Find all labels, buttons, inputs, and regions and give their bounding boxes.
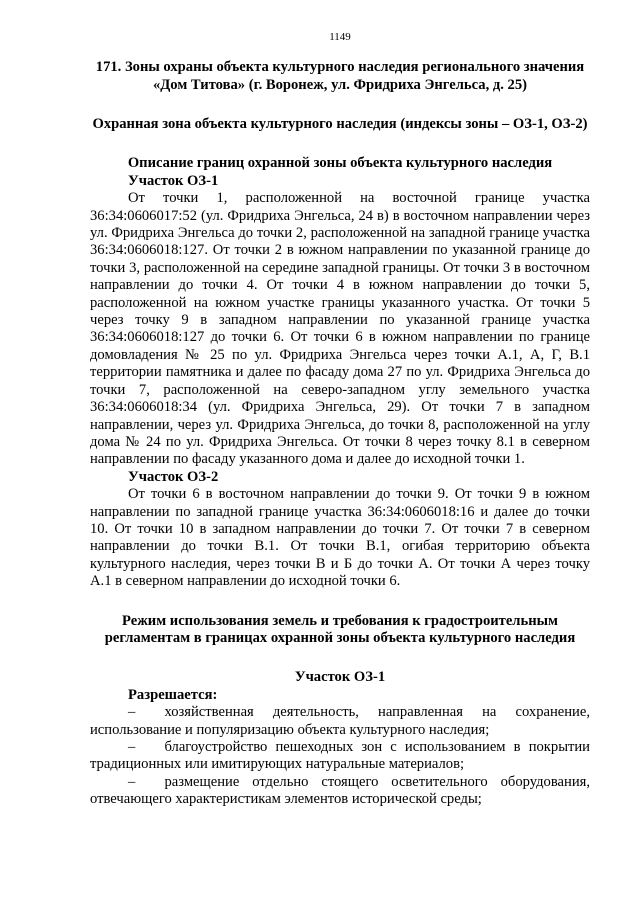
regime-plot-label: Участок ОЗ-1 (294, 669, 386, 686)
page-number: 1149 (329, 31, 351, 43)
list-item: – благоустройство пешеходных зон с использованием в покрытии традиционных или имитирующих натуральные материалов; (90, 739, 590, 773)
plot-description-oz1: От точки 1, расположенной на восточной границе участка 36:34:0606017:52 (ул. Фридриха Энгельса, 24 в) в восточном направлении через ул. Фридриха Энгельса до точки 2, расположенной на западной границе участка 36:34:0606018:127. От точки 2 в южном направлении по указанной границе до точки 3, расположенной на середине западной границы. От точки 3 в восточном направлении до точки 4. От точки 4 в южном направлении до точки 5, расположенной на южном участке границы указанного участка. От точки 5 через точку 9 в западном направлении по указанной границе участка 36:34:0606018:127 до точки 6. От точки 6 в южном направлении по границе домовладения № 25 по ул. Фридриха Энгельса через точки А.1, А, Г, В.1 территории памятника и далее по фасаду дома 27 по ул. Фридриха Энгельса до точки 7, расположенной на северо-западном углу земельного участка 36:34:0606018:34 (ул. Фридриха Энгельса, 29). От точки 7 в западном направлении, через ул. Фридриха Энгельса, до точки 8, расположенной на углу дома № 24 по ул. Фридриха Энгельса. От точки 8 через точку 8.1 в северном направлении по фасаду указанного дома и далее до исходной точки 1. (90, 190, 590, 468)
boundaries-heading: Описание границ охранной зоны объекта культурного наследия (127, 155, 553, 172)
list-item: – размещение отдельно стоящего осветительного оборудования, отвечающего характеристикам элементов исторической среды; (90, 773, 590, 808)
list-item: – хозяйственная деятельность, направленная на сохранение, использование и популяризацию объекта культурного наследия; (90, 704, 590, 738)
document-title: 171. Зоны охраны объекта культурного наследия регионального значения «Дом Титова» (г. Воронеж, ул. Фридриха Энгельса, д. 25) (95, 59, 585, 93)
regime-heading: Режим использования земель и требования к градостроительным регламентам в границах охранной зоны объекта культурного наследия (104, 612, 576, 646)
plot-label-oz1: Участок ОЗ-1 (128, 172, 219, 189)
allowed-label: Разрешается: (128, 686, 218, 703)
plot-label-oz2: Участок ОЗ-2 (128, 468, 219, 485)
zone-heading: Охранная зона объекта культурного наследия (индексы зоны – ОЗ-1, ОЗ-2) (92, 116, 588, 132)
plot-description-oz2: От точки 6 в восточном направлении до точки 9. От точки 9 в южном направлении по западной границе участка 36:34:0606018:16 и далее до точки 10. От точки 10 в западном направлении до точки 7. От точки 7 в северном направлении до точки В.1. От точки В.1, огибая территорию объекта культурного наследия, через точки В и Б до точки А. От точки А через точку А.1 в северном направлении до исходной точки 6. (90, 486, 590, 590)
